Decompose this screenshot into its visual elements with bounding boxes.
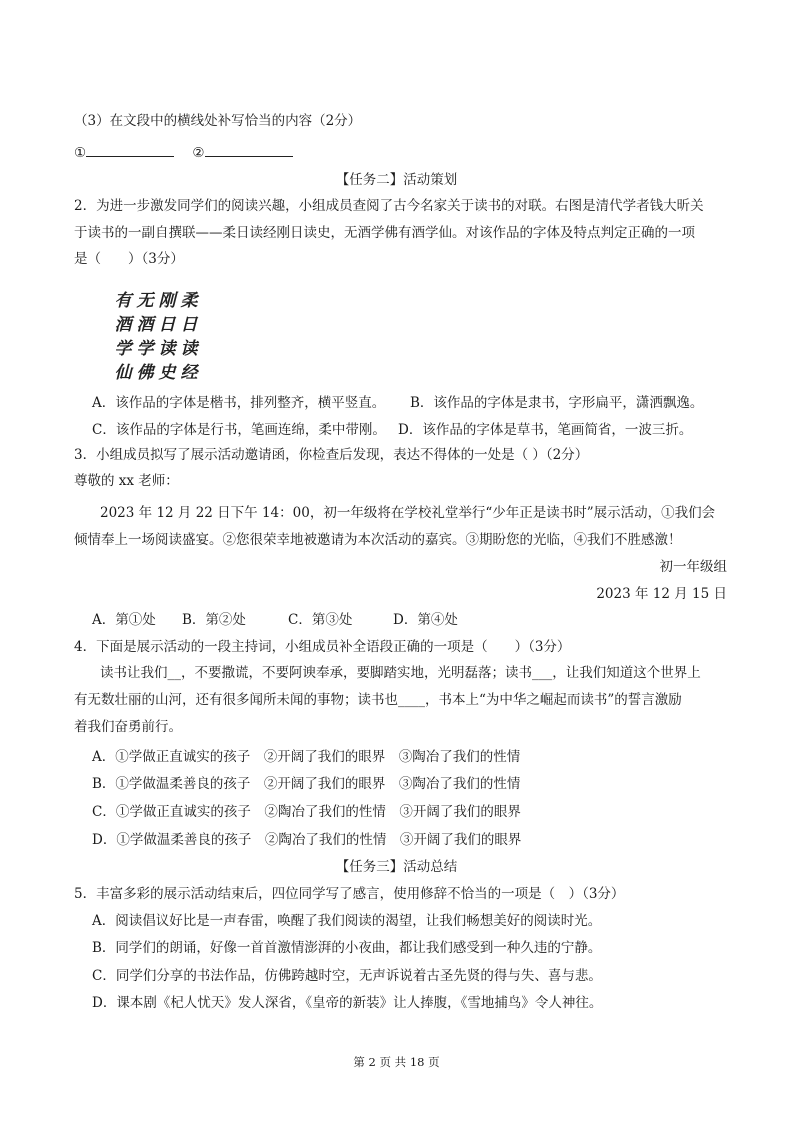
option-part: C．①学做正直诚实的孩子: [92, 804, 251, 820]
q4-option-c: [92, 803, 521, 821]
invitation-salutation: 尊敬的 xx 老师：: [74, 473, 179, 489]
option-part: ③开阔了我们的眼界: [399, 804, 521, 820]
calligraphy-character: 有: [114, 291, 132, 311]
invitation-body-line: 2023 年 12 月 22 日下午 14：00，初一年级将在学校礼堂举行“少年正是读书时”展示活动，①我们会: [100, 505, 716, 521]
question-1-3-prompt: （3）在文段中的横线处补写恰当的内容（2分）: [74, 113, 362, 129]
blank-1[interactable]: [86, 142, 174, 157]
invitation-signer: 初一年级组: [659, 559, 727, 575]
q3-option-d: D．第④处: [393, 612, 458, 628]
task3-heading: 【任务三】活动总结: [335, 859, 458, 875]
calligraphy-character: 学: [136, 339, 154, 359]
page-number: 第 2 页 共 18 页: [353, 1055, 440, 1069]
q2-option-c: C．该作品的字体是行书，笔画连绵，柔中带刚。: [92, 422, 386, 438]
q5-option-a: A．阅读倡议好比是一声春雷，唤醒了我们阅读的渴望，让我们畅想美好的阅读时光。: [92, 913, 602, 929]
calligraphy-character: 仙: [114, 363, 132, 383]
q4-option-b: [92, 775, 520, 793]
option-part: ③陶冶了我们的性情: [398, 749, 521, 765]
blank-2-label: ②: [192, 145, 205, 161]
q3-option-a: A．第①处: [92, 612, 156, 628]
q5-option-b: B．同学们的朗诵，好像一首首激情澎湃的小夜曲，都让我们感受到一种久违的宁静。: [92, 940, 602, 956]
invitation-date: 2023 年 12 月 15 日: [596, 586, 727, 602]
option-part: D．①学做温柔善良的孩子: [92, 832, 252, 848]
option-part: ②开阔了我们的眼界: [263, 776, 386, 792]
answer-blanks: [74, 142, 307, 162]
calligraphy-character: 日: [180, 315, 198, 335]
calligraphy-character: 刚: [158, 291, 176, 311]
q5-option-c: C．同学们分享的书法作品，仿佛跨越时空，无声诉说着古圣先贤的得与失、喜与悲。: [92, 968, 602, 984]
q3-option-b: B．第②处: [182, 612, 246, 628]
calligraphy-character: 佛: [136, 363, 154, 383]
q5-option-d: D．课本剧《杞人忧天》发人深省，《皇帝的新装》让人捧腹，《雪地捕鸟》令人神往。: [92, 995, 603, 1011]
blank-1-label: ①: [74, 145, 87, 161]
passage-line: 着我们奋勇前行。: [74, 719, 182, 735]
q4-option-a: [92, 748, 520, 766]
question-3-prompt: 3．小组成员拟写了展示活动邀请函，你检查后发现，表达不得体的一处是（ ）（2分）: [74, 447, 589, 463]
option-part: ③开阔了我们的眼界: [399, 832, 522, 848]
q2-option-b: B．该作品的字体是隶书，字形扁平，潇洒飘逸。: [410, 395, 704, 411]
calligraphy-character: 读: [180, 339, 198, 359]
question-5-prompt: 5．丰富多彩的展示活动结束后，四位同学写了感言，使用修辞不恰当的一项是（ ）（3分）: [74, 886, 625, 902]
option-part: A．①学做正直诚实的孩子: [92, 749, 251, 765]
question-4-prompt: 4．下面是展示活动的一段主持词，小组成员补全语段正确的一项是（ ）（3分）: [74, 639, 571, 655]
calligraphy-character: 无: [136, 291, 154, 311]
calligraphy-character: 酒: [114, 315, 132, 335]
task2-heading: 【任务二】活动策划: [335, 172, 458, 188]
passage-line: 读书让我们__，不要撒谎，不要阿谀奉承，要脚踏实地，光明磊落；读书___，让我们知道这个世界上: [100, 665, 701, 681]
option-part: ③陶冶了我们的性情: [398, 776, 521, 792]
passage-line: 有无数壮丽的山河，还有很多闻所未闻的事物；读书也____，书本上“为中华之崛起而读书”的誓言激励: [74, 692, 682, 708]
blank-2[interactable]: [205, 142, 293, 157]
question-2-line: 2．为进一步激发同学们的阅读兴趣，小组成员查阅了古今名家关于读书的对联。右图是清代学者钱大昕关: [74, 198, 704, 214]
option-part: ②开阔了我们的眼界: [263, 749, 386, 765]
calligraphy-character: 学: [114, 339, 132, 359]
option-part: ②陶冶了我们的性情: [264, 832, 387, 848]
calligraphy-character: 日: [158, 315, 176, 335]
q4-option-d: [92, 831, 521, 849]
q3-option-c: C．第③处: [288, 612, 353, 628]
calligraphy-character: 柔: [180, 291, 198, 311]
calligraphy-character: 经: [180, 363, 198, 383]
question-2-line: 于读书的一副自撰联——柔日读经刚日读史，无酒学佛有酒学仙。对该作品的字体及特点判定正确的一项: [74, 225, 695, 241]
calligraphy-couplet-image: [112, 286, 200, 382]
question-2-line: 是（ ）（3分）: [74, 251, 184, 267]
calligraphy-character: 读: [158, 339, 176, 359]
invitation-body-line: 倾情奉上一场阅读盛宴。②您很荣幸地被邀请为本次活动的嘉宾。③期盼您的光临，④我们不胜感激！: [74, 532, 682, 548]
option-part: ②陶冶了我们的性情: [264, 804, 386, 820]
calligraphy-character: 史: [158, 363, 176, 383]
q2-option-d: D．该作品的字体是草书，笔画简省，一波三折。: [398, 422, 693, 438]
q2-option-a: A．该作品的字体是楷书，排列整齐，横平竖直。: [92, 395, 386, 411]
calligraphy-character: 酒: [136, 315, 154, 335]
option-part: B．①学做温柔善良的孩子: [92, 776, 251, 792]
